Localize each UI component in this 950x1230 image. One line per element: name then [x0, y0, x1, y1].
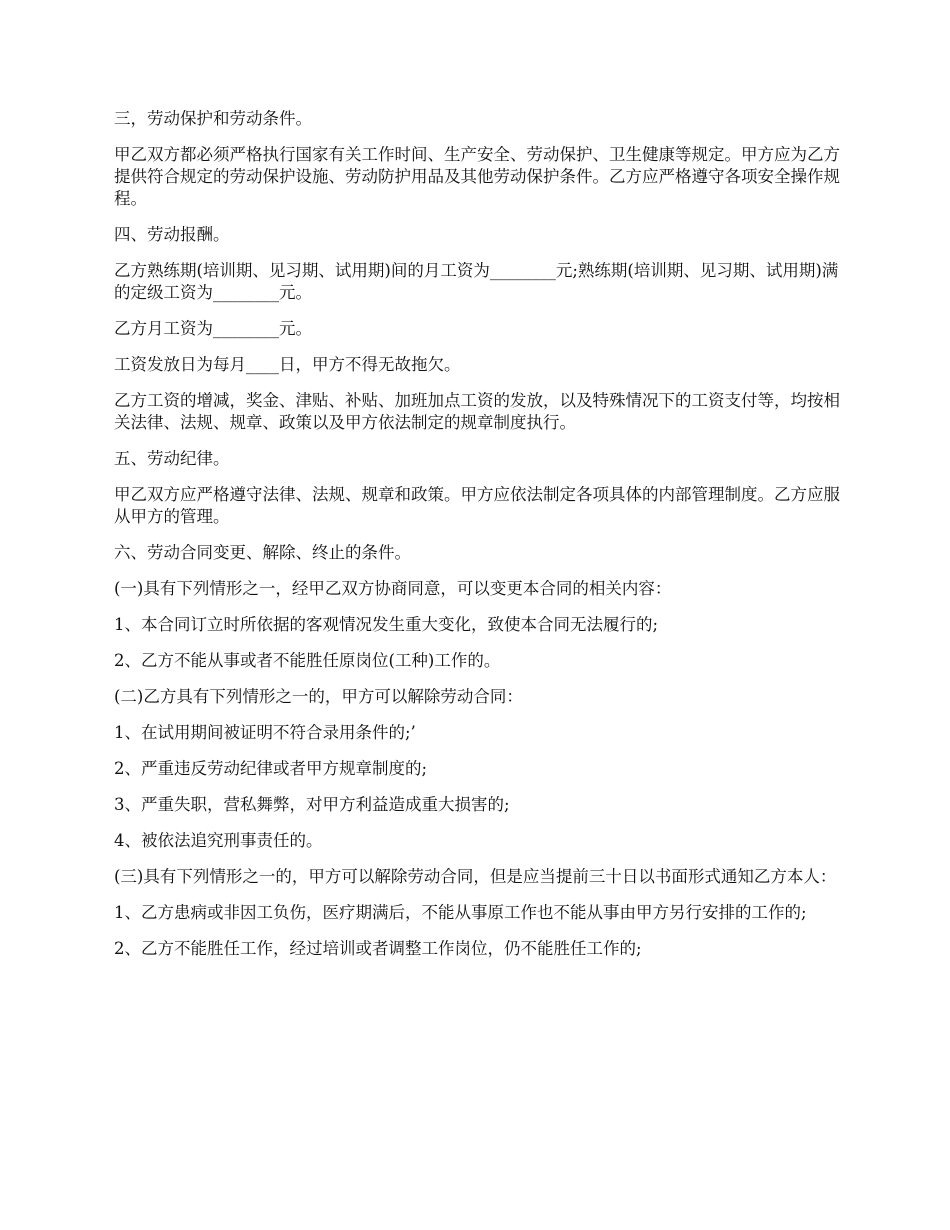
- list-item: 4、被依法追究刑事责任的。: [114, 831, 323, 850]
- list-item: 1、本合同订立时所依据的客观情况发生重大变化，致使本合同无法履行的;: [114, 615, 659, 634]
- subsection-heading-3: (三)具有下列情形之一的，甲方可以解除劳动合同，但是应当提前三十日以书面形式通知乙方本人：: [114, 867, 837, 886]
- paragraph-discipline: 甲乙双方应严格遵守法律、法规、规章和政策。甲方应依法制定各项具体的内部管理制度。乙方应服从甲方的管理。: [114, 485, 840, 526]
- section-heading-3: 三，劳动保护和劳动条件。: [114, 109, 312, 128]
- paragraph-probation-wage: 乙方熟练期(培训期、见习期、试用期)间的月工资为________元;熟练期(培训期、见习期、试用期)满的定级工资为________元。: [114, 261, 839, 302]
- list-item: 2、严重违反劳动纪律或者甲方规章制度的;: [114, 759, 428, 778]
- subsection-heading-2: (二)乙方具有下列情形之一的，甲方可以解除劳动合同：: [114, 687, 523, 706]
- list-item: 2、乙方不能胜任工作，经过培训或者调整工作岗位，仍不能胜任工作的;: [114, 939, 642, 958]
- section-heading-4: 四、劳动报酬。: [114, 225, 230, 244]
- subsection-heading-1: (一)具有下列情形之一，经甲乙双方协商同意，可以变更本合同的相关内容：: [114, 579, 672, 598]
- paragraph-payday: 工资发放日为每月____日，甲方不得无故拖欠。: [114, 355, 461, 374]
- list-item: 1、在试用期间被证明不符合录用条件的;’: [114, 723, 416, 742]
- section-heading-6: 六、劳动合同变更、解除、终止的条件。: [114, 543, 411, 562]
- paragraph-labor-protection: 甲乙双方都必须严格执行国家有关工作时间、生产安全、劳动保护、卫生健康等规定。甲方应为乙方提供符合规定的劳动保护设施、劳动防护用品及其他劳动保护条件。乙方应严格遵守各项安全操作规程。: [114, 145, 840, 208]
- list-item: 3、严重失职，营私舞弊，对甲方利益造成重大损害的;: [114, 795, 510, 814]
- paragraph-monthly-wage: 乙方月工资为________元。: [114, 319, 312, 338]
- document-page: [114, 108, 848, 974]
- paragraph-wage-adjustment: 乙方工资的增减，奖金、津贴、补贴、加班加点工资的发放，以及特殊情况下的工资支付等，均按相关法律、法规、规章、政策以及甲方依法制定的规章制度执行。: [114, 391, 840, 432]
- section-heading-5: 五、劳动纪律。: [114, 449, 230, 468]
- list-item: 2、乙方不能从事或者不能胜任原岗位(工种)工作的。: [114, 651, 501, 670]
- list-item: 1、乙方患病或非因工负伤，医疗期满后，不能从事原工作也不能从事由甲方另行安排的工作的;: [114, 903, 807, 922]
